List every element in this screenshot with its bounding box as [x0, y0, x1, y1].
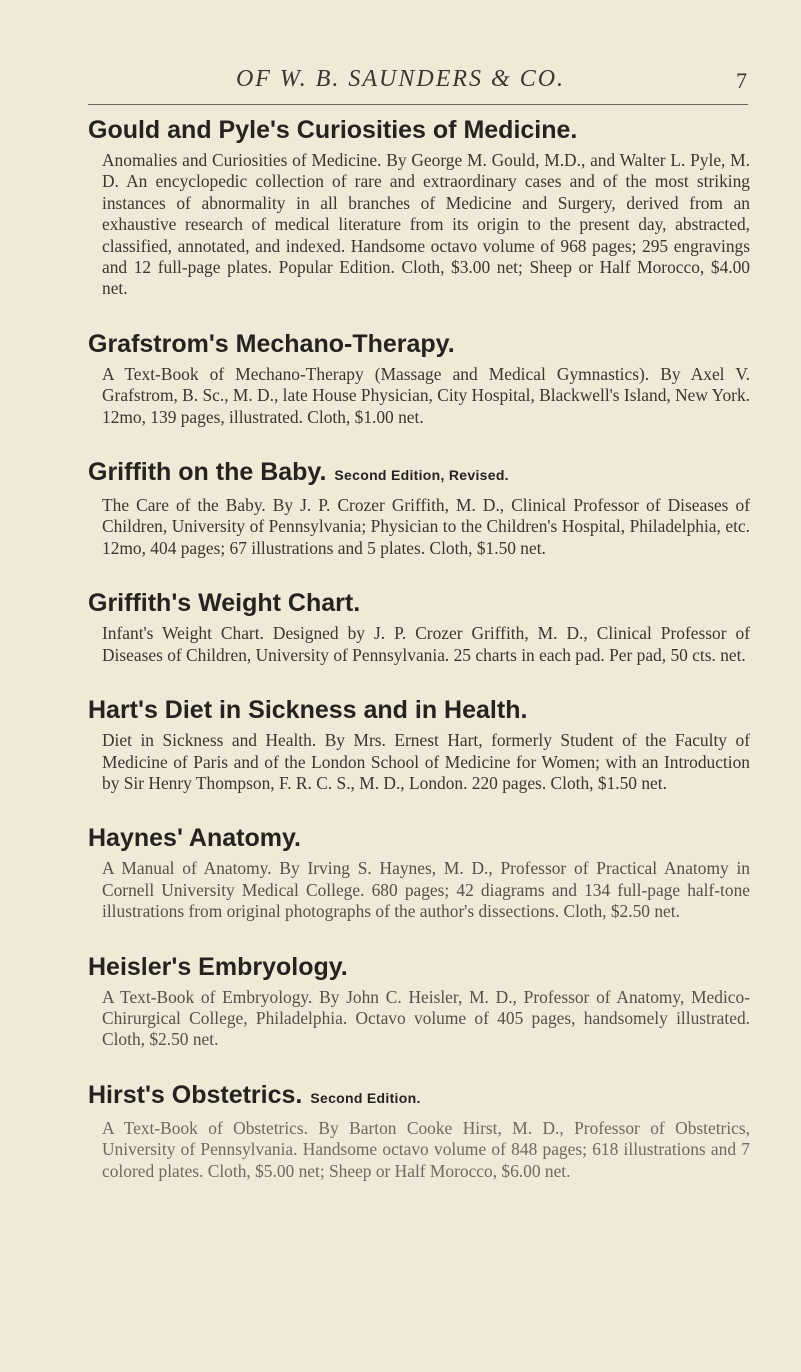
edition-note: Second Edition.: [310, 1089, 421, 1106]
header-rule: [88, 104, 748, 105]
entry-title: Griffith on the Baby.: [88, 458, 327, 487]
entry-description: Infant's Weight Chart. Designed by J. P. Crozer Griffith, M. D., Clinical Professor of Diseases of Children, University of Pennsylvania. 25 charts in each pad. Per pad, 50 cts. net.: [102, 623, 750, 665]
entry-title: Hirst's Obstetrics.: [88, 1080, 303, 1109]
entry-title: Hart's Diet in Sickness and in Health.: [88, 696, 528, 725]
entry-description: Diet in Sickness and Health. By Mrs. Ernest Hart, formerly Student of the Faculty of Medicine of Paris and of the London School of Medicine for Women; with an Introduction by Sir Henry Thompson, F. R. C. S., M. D., London. 220 pages. Cloth, $1.50 net.: [102, 730, 750, 793]
catalog-entry: [88, 949, 750, 1051]
catalog-entry: [88, 454, 750, 559]
entry-description: The Care of the Baby. By J. P. Crozer Griffith, M. D., Clinical Professor of Diseases of Children, University of Pennsylvania; Physician to the Children's Hospital, Philadelphia, etc. 12mo, 404 pages; 67 illustrations and 5 plates. Cloth, $1.50 net.: [102, 495, 750, 558]
entry-description: A Manual of Anatomy. By Irving S. Haynes, M. D., Professor of Practical Anatomy in Cornell University Medical College. 680 pages; 42 diagrams and 134 full-page half-tone illustrations from original photographs of the author's dissections. Cloth, $2.50 net.: [102, 858, 750, 922]
entry-title: Heisler's Embryology.: [88, 952, 348, 981]
catalog-entry: [88, 585, 750, 666]
entry-description: A Text-Book of Mechano-Therapy (Massage and Medical Gymnastics). By Axel V. Grafstrom, B. Sc., M. D., late House Physician, City Hospital, Blackwell's Island, New York. 12mo, 139 pages, illustrated. Cloth, $1.00 net.: [102, 363, 750, 427]
entry-description: A Text-Book of Embryology. By John C. Heisler, M. D., Professor of Anatomy, Medico-Chirurgical College, Philadelphia. Octavo volume of 405 pages, handsomely illustrated. Cloth, $2.50 net.: [102, 986, 750, 1050]
entry-title: Griffith's Weight Chart.: [88, 589, 361, 618]
catalog-entry: [88, 1077, 750, 1182]
catalog-entry: [88, 326, 750, 428]
catalog-entry: [88, 112, 750, 300]
entry-title: Haynes' Anatomy.: [88, 824, 301, 853]
entry-description: Anomalies and Curiosities of Medicine. By George M. Gould, M.D., and Walter L. Pyle, M. D. An encyclopedic collection of rare and extraordinary cases and of the most striking instances of abnormality in all branches of Medicine and Surgery, derived from an exhaustive research of medical literature from its origin to the present day, abstracted, classified, annotated, and indexed. Handsome octavo volume of 968 pages; 295 engravings and 12 full-page plates. Popular Edition. Cloth, $3.00 net; Sheep or Half Morocco, $4.00 net.: [102, 150, 750, 299]
entry-title: Grafstrom's Mechano-Therapy.: [88, 329, 455, 358]
catalog-entry: [88, 820, 750, 922]
page-number: 7: [736, 68, 747, 93]
catalog-entry: [88, 692, 750, 794]
entry-description: A Text-Book of Obstetrics. By Barton Cooke Hirst, M. D., Professor of Obstetrics, University of Pennsylvania. Handsome octavo volume of 848 pages; 618 illustrations and 7 colored plates. Cloth, $5.00 net; Sheep or Half Morocco, $6.00 net.: [102, 1117, 750, 1181]
entry-list: [88, 112, 750, 1182]
entry-title: Gould and Pyle's Curiosities of Medicine.: [88, 116, 578, 144]
running-head: OF W. B. SAUNDERS & CO.: [235, 66, 566, 92]
edition-note: Second Edition, Revised.: [334, 467, 509, 484]
